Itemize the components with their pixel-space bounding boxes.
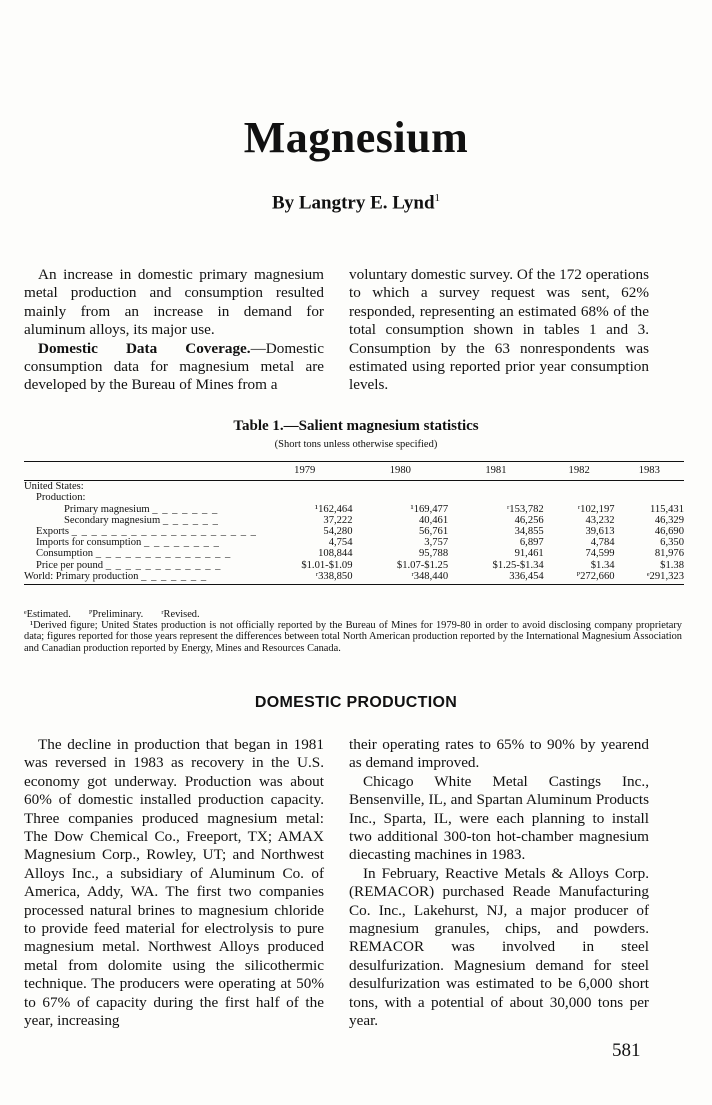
table-cell: 40,461 bbox=[418, 514, 449, 526]
row-label: Primary magnesium bbox=[64, 503, 150, 515]
production-paragraph-2: their operating rates to 65% to 90% by yearend as demand improved. bbox=[349, 736, 649, 772]
row-label: World: Primary production bbox=[24, 570, 139, 582]
table-cell bbox=[448, 481, 544, 493]
leader-dots: _ _ _ _ _ _ _ _ bbox=[144, 537, 220, 549]
intro-left-column bbox=[24, 266, 324, 395]
table-cell: 336,454 bbox=[448, 571, 544, 585]
table-cell: 56,761 bbox=[418, 526, 449, 538]
row-label: Secondary magnesium bbox=[64, 514, 161, 526]
row-label: United States: bbox=[24, 481, 84, 493]
table-cell: $1.25-$1.34 bbox=[492, 559, 544, 571]
table-cell bbox=[257, 492, 353, 503]
year-header: 1981 bbox=[448, 462, 544, 481]
table-cell: ʳ348,440 bbox=[353, 571, 449, 585]
table-cell: $1.34 bbox=[590, 559, 615, 571]
production-right-column bbox=[349, 736, 649, 1031]
table-cell: 108,844 bbox=[318, 548, 353, 560]
intro-paragraph-1: An increase in domestic primary magnesium metal production and consumption resulted mainly from an increase in demand for aluminum alloys, its major use. bbox=[24, 266, 324, 339]
year-header: 1979 bbox=[257, 462, 353, 481]
leader-dots: _ _ _ _ _ _ _ _ _ _ _ _ _ _ bbox=[95, 548, 232, 560]
row-label-cell bbox=[24, 560, 257, 571]
year-header: 1980 bbox=[353, 462, 449, 481]
table-cell bbox=[615, 481, 684, 493]
leader-dots: _ _ _ _ _ _ _ _ _ _ _ _ _ _ _ _ _ _ _ bbox=[71, 526, 257, 538]
year-header: 1983 bbox=[615, 462, 684, 481]
row-label-cell bbox=[24, 526, 257, 537]
table-cell: 81,976 bbox=[654, 548, 684, 560]
row-label-cell bbox=[24, 571, 257, 585]
table-cell bbox=[257, 481, 353, 493]
table-cell: 37,222 bbox=[323, 514, 353, 526]
table-notes bbox=[24, 609, 682, 654]
table-cell: 39,613 bbox=[585, 526, 615, 538]
table-cell: ʳ102,197 bbox=[577, 503, 615, 515]
table-cell: 74,599 bbox=[585, 548, 615, 560]
table-cell: ¹169,477 bbox=[410, 503, 449, 515]
table-cell: 46,329 bbox=[654, 514, 684, 526]
table-cell bbox=[353, 492, 449, 503]
table-cell: 54,280 bbox=[323, 526, 353, 538]
table-cell: 46,256 bbox=[514, 514, 544, 526]
page-number: 581 bbox=[612, 1040, 641, 1061]
production-paragraph-4: In February, Reactive Metals & Alloys Corp. (REMACOR) purchased Reade Manufacturing Co. Inc., Lakehurst, NJ, a major producer of magnesium granules, chips, and powders. REMACOR was involved in steel desulfurization. Magnesium demand for steel desulfurization was estimated to be 6,000 short tons, with a potential of about 30,000 tons per year. bbox=[349, 864, 649, 1030]
abbreviation-key bbox=[24, 609, 682, 620]
table-cell bbox=[544, 492, 615, 503]
byline-text: By Langtry E. Lynd bbox=[271, 192, 435, 214]
data-coverage-heading: Domestic Data Coverage. bbox=[38, 339, 251, 357]
table-cell: 91,461 bbox=[514, 548, 544, 560]
table-cell: 4,754 bbox=[328, 537, 353, 549]
data-coverage-text: —Domestic consumption data for magnesium metal are developed by the Bureau of Mines from a bbox=[24, 339, 324, 394]
row-label-cell bbox=[24, 504, 257, 515]
leader-dots: _ _ _ _ _ _ _ bbox=[152, 503, 219, 515]
table-title: Table 1.—Salient magnesium statistics bbox=[233, 418, 479, 434]
note-preliminary: ᴾPreliminary. bbox=[88, 609, 144, 620]
production-left-column bbox=[24, 736, 324, 1031]
leader-dots: _ _ _ _ _ _ bbox=[162, 514, 219, 526]
table-cell bbox=[544, 481, 615, 493]
table-cell: 6,897 bbox=[519, 537, 544, 549]
leader-dots: _ _ _ _ _ _ _ bbox=[141, 570, 208, 582]
table-cell: 4,784 bbox=[590, 537, 615, 549]
intro-paragraph-2 bbox=[24, 340, 324, 395]
table-footnote-1: ¹Derived figure; United States production is not officially reported by the Bureau of Mines for 1979-80 in order to avoid disclosing company proprietary data; figures reported for those years represent the differences between total North American production reported by the International Magnesium Association and Canadian production reported by Energy, Mines and Resources Canada. bbox=[24, 620, 682, 654]
table-cell: 115,431 bbox=[649, 503, 684, 515]
table-cell: ¹162,464 bbox=[314, 503, 353, 515]
table-row bbox=[24, 548, 684, 559]
table-row bbox=[24, 537, 684, 548]
table-cell: $1.07-$1.25 bbox=[396, 559, 449, 571]
row-label-cell bbox=[24, 515, 257, 526]
row-label: Exports bbox=[36, 526, 69, 538]
header-blank bbox=[24, 462, 257, 481]
table-subtitle: (Short tons unless otherwise specified) bbox=[274, 439, 438, 450]
table-row bbox=[24, 504, 684, 515]
salient-statistics-table bbox=[24, 461, 684, 585]
row-label: Price per pound bbox=[36, 559, 104, 571]
table-cell: 34,855 bbox=[514, 526, 544, 538]
table-cell: 3,757 bbox=[424, 537, 449, 549]
year-header: 1982 bbox=[544, 462, 615, 481]
table-cell: ᴾ272,660 bbox=[544, 571, 615, 585]
byline bbox=[0, 192, 712, 214]
table-row bbox=[24, 571, 684, 585]
production-paragraph-3: Chicago White Metal Castings Inc., Bensenville, IL, and Spartan Aluminum Products Inc., Sparta, IL, were each planning to install two additional 300-ton hot-chamber magnesium diecasting machines in 1983. bbox=[349, 772, 649, 864]
note-estimated: ᵉEstimated. bbox=[24, 609, 71, 620]
intro-paragraph-3: voluntary domestic survey. Of the 172 operations to which a survey request was sent, 62% responded, representing an estimated 68% of the total consumption shown in tables 1 and 3. Consumption by the 63 nonrespondents was estimated using reported prior year consumption levels. bbox=[349, 266, 649, 394]
row-label: Imports for consumption bbox=[36, 537, 142, 549]
section-heading: DOMESTIC PRODUCTION bbox=[254, 694, 458, 711]
table-cell: $1.38 bbox=[660, 559, 684, 571]
row-label-cell bbox=[24, 537, 257, 548]
table-header-row bbox=[24, 462, 684, 481]
table-row bbox=[24, 492, 684, 503]
table-row bbox=[24, 526, 684, 537]
row-label-cell bbox=[24, 548, 257, 559]
byline-footnote-mark: 1 bbox=[434, 192, 441, 204]
table-cell: ʳ338,850 bbox=[257, 571, 353, 585]
table-cell: $1.01-$1.09 bbox=[301, 559, 353, 571]
row-label: Consumption bbox=[36, 548, 94, 560]
row-label: Production: bbox=[36, 492, 86, 504]
note-revised: ʳRevised. bbox=[161, 609, 200, 620]
table-cell: 46,690 bbox=[654, 526, 684, 538]
article-title: Magnesium bbox=[243, 113, 469, 162]
table-row bbox=[24, 515, 684, 526]
production-paragraph-1: The decline in production that began in 1981 was reversed in 1983 as recovery in the U.S. economy got underway. Production was about 60% of domestic installed production capacity. Three companies produced magnesium metal: The Dow Chemical Co., Freeport, TX; AMAX Magnesium Corp., Rowley, UT; and Northwest Alloys Inc., a subsidiary of Aluminum Co. of America, Addy, WA. The first two companies processed natural brines to magnesium chloride to provide feed material for electrolysis to pure magnesium metal. Northwest Alloys produced metal from dolomite using the silicothermic technique. The producers were operating at 50% to 67% of capacity during the first half of the year, increasing bbox=[24, 736, 324, 1030]
intro-right-column bbox=[349, 266, 649, 395]
table-cell: 43,232 bbox=[585, 514, 615, 526]
table-cell: 95,788 bbox=[418, 548, 449, 560]
leader-dots: _ _ _ _ _ _ _ _ _ _ _ _ bbox=[105, 559, 222, 571]
table-cell bbox=[615, 492, 684, 503]
row-label-cell bbox=[24, 492, 257, 503]
table-row bbox=[24, 560, 684, 571]
table-cell bbox=[353, 481, 449, 493]
table-cell: 6,350 bbox=[660, 537, 684, 549]
table-cell: ᵉ291,323 bbox=[615, 571, 684, 585]
table-cell: ʳ153,782 bbox=[506, 503, 544, 515]
row-label-cell bbox=[24, 481, 257, 493]
table-row bbox=[24, 481, 684, 493]
table-cell bbox=[448, 492, 544, 503]
